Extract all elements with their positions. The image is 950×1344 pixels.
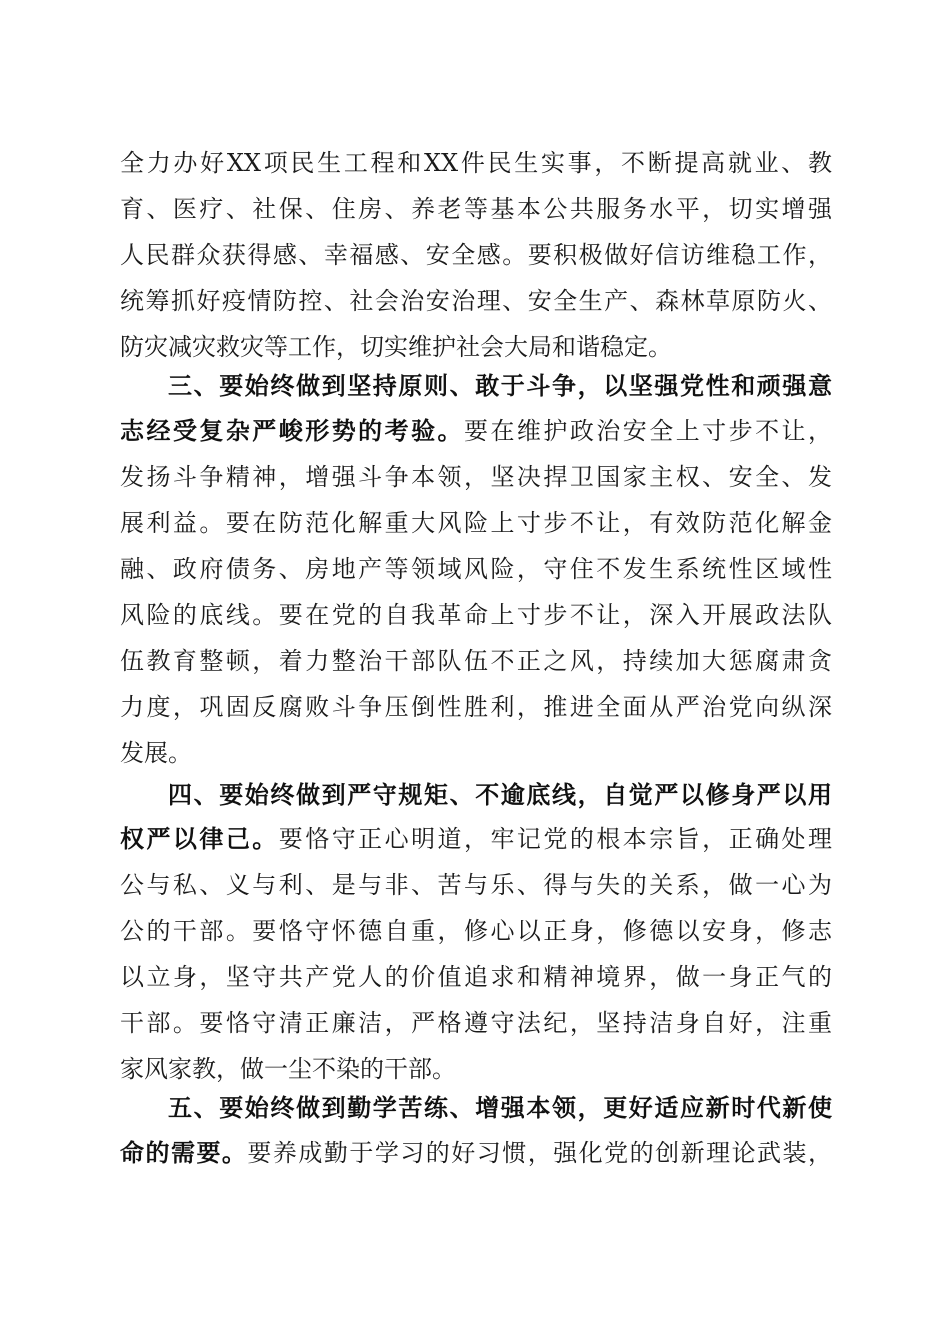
text-line: 干部。要恪守清正廉洁，严格遵守法纪，坚持洁身自好，注重: [120, 1009, 832, 1037]
section-heading: 四、要始终做到严守规矩、不逾底线，自觉严以修身严以用: [168, 781, 832, 809]
text-line: 公与私、义与利、是与非、苦与乐、得与失的关系，做一心为: [120, 871, 832, 899]
text-line: 力度，巩固反腐败斗争压倒性胜利，推进全面从严治党向纵深: [120, 693, 832, 721]
text-line: 发展。: [120, 739, 192, 767]
text-line: 命的需要。要养成勤于学习的好习惯，强化党的创新理论武装，: [120, 1139, 833, 1167]
text-line: 志经受复杂严峻形势的考验。要在维护政治安全上寸步不让，: [120, 417, 832, 445]
text-line: 伍教育整顿，着力整治干部队伍不正之风，持续加大惩腐肃贪: [120, 647, 832, 675]
section-heading: 五、要始终做到勤学苦练、增强本领，更好适应新时代新使: [168, 1094, 832, 1122]
text-line: 风险的底线。要在党的自我革命上寸步不让，深入开展政法队: [120, 601, 832, 629]
text-line: 全力办好XX项民生工程和XX件民生实事，不断提高就业、教: [120, 149, 832, 177]
text-line: 统筹抓好疫情防控、社会治安治理、安全生产、森林草原防火、: [120, 287, 832, 315]
text-line: 融、政府债务、房地产等领域风险，守住不发生系统性区域性: [120, 555, 832, 583]
text-line: 公的干部。要恪守怀德自重，修心以正身，修德以安身，修志: [120, 917, 832, 945]
text-line: 育、医疗、社保、住房、养老等基本公共服务水平，切实增强: [120, 195, 832, 223]
section-heading: 三、要始终做到坚持原则、敢于斗争，以坚强党性和顽强意: [168, 372, 832, 400]
text-line: 发扬斗争精神，增强斗争本领，坚决捍卫国家主权、安全、发: [120, 463, 832, 491]
text-line: 展利益。要在防范化解重大风险上寸步不让，有效防范化解金: [120, 509, 832, 537]
text-line: 人民群众获得感、幸福感、安全感。要积极做好信访维稳工作，: [120, 241, 832, 269]
text-line: 权严以律己。要恪守正心明道，牢记党的根本宗旨，正确处理: [120, 825, 833, 853]
text-line: 家风家教，做一尘不染的干部。: [120, 1055, 456, 1083]
text-line: 以立身，坚守共产党人的价值追求和精神境界，做一身正气的: [120, 963, 832, 991]
text-line: 防灾减灾救灾等工作，切实维护社会大局和谐稳定。: [120, 333, 672, 361]
